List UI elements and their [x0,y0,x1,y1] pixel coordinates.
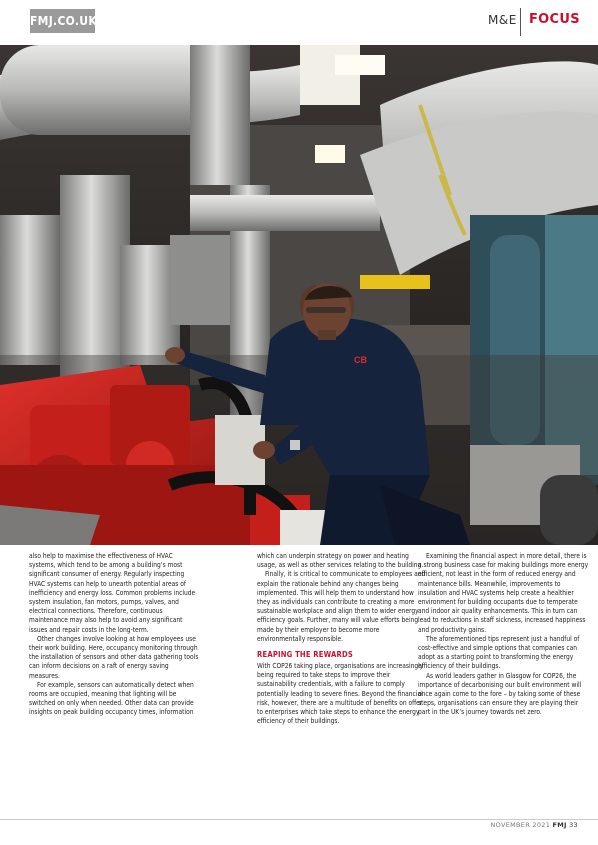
header-divider [520,8,521,36]
plant-room-illustration [0,45,598,545]
paragraph: Other changes involve looking at how employees use their work building. Here, occupancy monitoring through the installation of sensors and other data gathering tools can inform decisions on a raft of energy saving measures. [29,634,199,680]
subheading: REAPING THE REWARDS [257,650,353,660]
paragraph: The aforementioned tips represent just a handful of cost-effective and simple options that companies can adopt as a starting point to transforming the energy efficiency of their buildings. [418,634,580,671]
article-column-1 [29,552,201,718]
issue-date: NOVEMBER 2021 [490,821,551,829]
footer-brand: FMJ [552,821,567,829]
shirt-logo: CB [354,355,367,365]
section-label: M&E [488,13,517,27]
page-footer [0,821,598,831]
paragraph: which can underpin strategy on power and heating usage, as well as other services relating to the building. [257,552,424,570]
paragraph: Finally, it is critical to communicate to employees and explain the rationale behind any changes being implemented. This will help them to understand how they as individuals can contribute to creating a more sustainable workplace and align them to wider energy efficiency goals. Further, many will value efforts being made by their employer to become more environmentally responsible. [257,570,426,643]
feature-photo [0,45,598,545]
paragraph: Examining the financial aspect in more detail, there is a strong business case for making buildings more energy efficient, not least in the form of reduced energy and maintenance bills. Meanwhile, improvements to insulation and HVAC systems help create a healthier environment for building occupants due to temperate and indoor air quality enhancements. This in turn can lead to reductions in staff sickness, increased happiness and productivity gains. [418,552,589,634]
paragraph: also help to maximise the effectiveness of HVAC systems, which tend to be among a building’s most significant consumer of energy. Regularly inspecting HVAC systems can help to unearth potential areas of inefficiency and energy loss. Common problems include system insulation, fan motors, pumps, valves, and electrical connections. Therefore, continuous maintenance may also help to avoid any significant issues and repair costs in the long-term. [29,552,196,634]
paragraph: For example, sensors can automatically detect when rooms are occupied, meaning that lighting will be switched on only when needed. Other data can provide insights on peak building occupancy times, information [29,680,194,717]
site-logo[interactable]: FMJ.CO.UK [30,9,95,33]
paragraph: As world leaders gather in Glasgow for COP26, the importance of decarbonising our built environment will once again come to the fore – by taking some of these steps, organisations can ensure they are playing their part in the UK’s journey towards net zero. [418,671,582,717]
category-label: FOCUS [529,12,580,27]
page-number: 33 [569,821,578,829]
page-header [0,0,598,45]
paragraph: With COP26 taking place, organisations are increasingly being required to take steps to improve their sustainability credentials, with a failure to comply potentially leading to severe fines. Beyond the financial risk, however, there are a multitude of benefits on offer to enterprises which take steps to enhance the energy efficiency of their buildings. [257,662,424,726]
footer-divider [0,819,598,820]
article-column-2 [257,552,429,726]
article-column-3 [418,552,590,718]
footer-info [491,821,578,829]
